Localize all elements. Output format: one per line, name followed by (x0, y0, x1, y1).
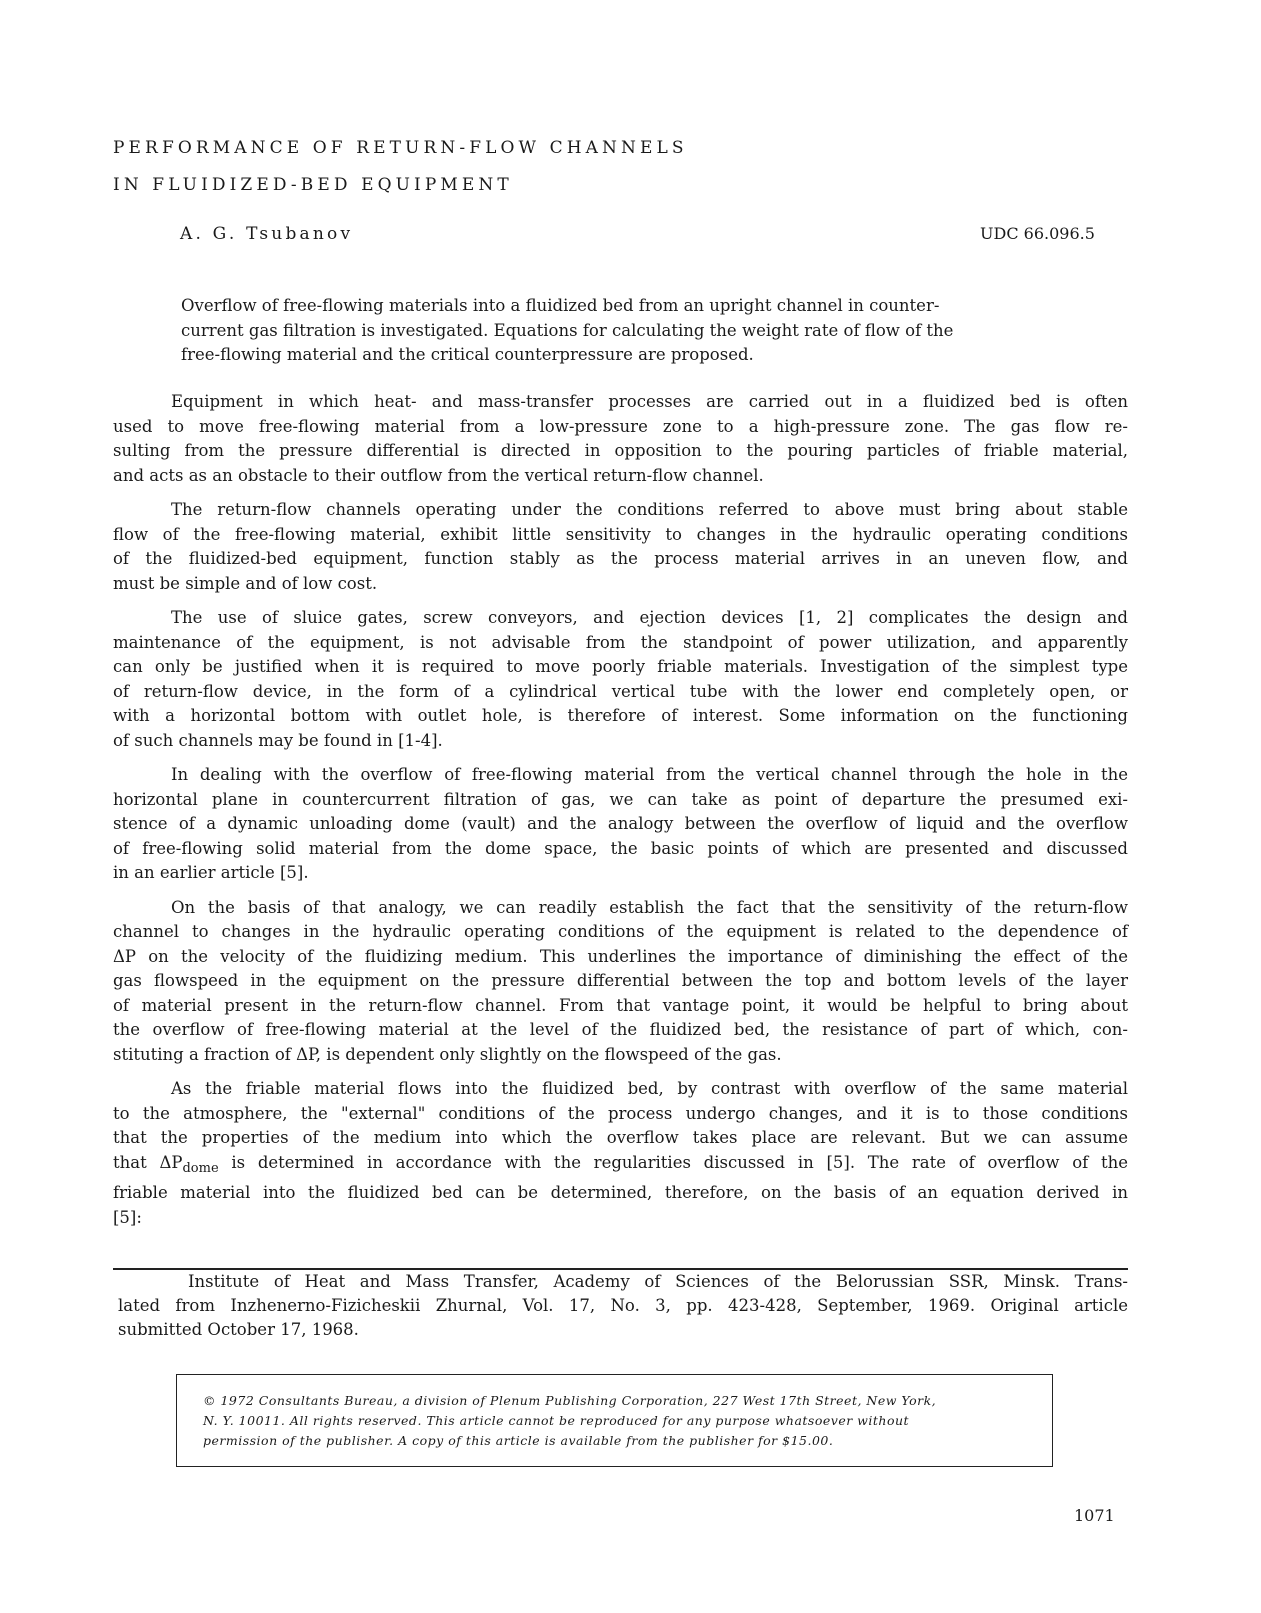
paragraph-5 (113, 896, 1128, 1068)
body-line: of return-flow device, in the form of a cylindrical vertical tube with the lower end completely open, or (113, 681, 1128, 701)
abstract-line: Overflow of free-flowing materials into a fluidized bed from an upright channel in counter- (181, 296, 940, 315)
copyright-box (176, 1374, 1053, 1467)
abstract-line: free-flowing material and the critical counterpressure are proposed. (181, 345, 754, 364)
body-line: that the properties of the medium into which the overflow takes place are relevant. But we can assume (113, 1128, 1128, 1147)
body-line: in an earlier article [5]. (113, 863, 309, 882)
footnote-line: submitted October 17, 1968. (118, 1320, 359, 1339)
copyright-line: © 1972 Consultants Bureau, a division of Plenum Publishing Corporation, 227 West 17th Street, New York, (203, 1393, 937, 1408)
copyright-line: N. Y. 10011. All rights reserved. This article cannot be reproduced for any purpose whatsoever without (203, 1413, 910, 1428)
body-line: maintenance of the equipment, is not advisable from the standpoint of power utilization, and apparently (113, 632, 1128, 652)
body-line: The return-flow channels operating under the conditions referred to above must bring about stable (171, 500, 1128, 519)
body-line: of the fluidized-bed equipment, function stably as the process material arrives in an uneven flow, and (113, 549, 1128, 568)
body-line: with a horizontal bottom with outlet hole, is therefore of interest. Some information on the functioning (113, 706, 1128, 725)
body-line: to the atmosphere, the "external" conditions of the process undergo changes, and it is to those conditions (113, 1103, 1128, 1123)
udc-code: UDC 66.096.5 (980, 224, 1095, 243)
body-line: channel to changes in the hydraulic operating conditions of the equipment is related to the dependence of (113, 922, 1128, 941)
page-number: 1071 (1074, 1506, 1115, 1525)
article-body (113, 390, 1128, 1240)
body-line: As the friable material flows into the fluidized bed, by contrast with overflow of the same material (171, 1079, 1128, 1098)
body-line: The use of sluice gates, screw conveyors, and ejection devices [1, 2] complicates the design and (171, 608, 1128, 627)
body-line-fragment: is determined in accordance with the regularities discussed in [5]. The rate of overflow of the (218, 1152, 1128, 1172)
body-line: horizontal plane in countercurrent filtration of gas, we can take as point of departure the presumed exi- (113, 789, 1128, 809)
delta-p-symbol: that ΔP (113, 1152, 183, 1172)
body-line: friable material into the fluidized bed can be determined, therefore, on the basis of an equation derived in (113, 1183, 1128, 1202)
dome-subscript: dome (182, 1160, 219, 1176)
body-line: used to move free-flowing material from a low-pressure zone to a high-pressure zone. The gas flow re- (113, 416, 1128, 436)
body-line: ΔP on the velocity of the fluidizing medium. This underlines the importance of diminishing the effect of the (113, 946, 1128, 966)
body-line: gas flowspeed in the equipment on the pressure differential between the top and bottom levels of the layer (113, 971, 1128, 990)
body-line: of such channels may be found in [1-4]. (113, 730, 443, 750)
body-line (113, 1151, 1128, 1182)
body-line: In dealing with the overflow of free-flowing material from the vertical channel through the hole in the (171, 765, 1128, 784)
footnote-line: Institute of Heat and Mass Transfer, Academy of Sciences of the Belorussian SSR, Minsk. Trans- (188, 1272, 1128, 1291)
footnote-line: lated from Inzhenerno-Fizicheskii Zhurnal, Vol. 17, No. 3, pp. 423-428, September, 1969. Original article (118, 1296, 1128, 1315)
body-line: Equipment in which heat- and mass-transfer processes are carried out in a fluidized bed is often (171, 392, 1128, 411)
abstract (181, 294, 1061, 368)
article-title-line-1: PERFORMANCE OF RETURN-FLOW CHANNELS (113, 138, 688, 158)
footnote (118, 1270, 1128, 1342)
paragraph-6 (113, 1077, 1128, 1230)
body-line: sulting from the pressure differential is directed in opposition to the pouring particles of friable material, (113, 441, 1128, 460)
author-name: A. G. Tsubanov (180, 224, 354, 244)
copyright-line: permission of the publisher. A copy of this article is available from the publisher for $15.00. (203, 1433, 834, 1448)
body-line: of material present in the return-flow channel. From that vantage point, it would be helpful to bring about (113, 995, 1128, 1015)
body-line: can only be justified when it is required to move poorly friable materials. Investigation of the simplest type (113, 657, 1128, 676)
body-line: must be simple and of low cost. (113, 573, 378, 593)
abstract-line: current gas filtration is investigated. Equations for calculating the weight rate of flow of the (181, 320, 954, 340)
paragraph-4 (113, 763, 1128, 886)
paragraph-3 (113, 606, 1128, 753)
body-line: the overflow of free-flowing material at the level of the fluidized bed, the resistance of part of which, con- (113, 1020, 1128, 1039)
body-line: stituting a fraction of ΔP, is dependent only slightly on the flowspeed of the gas. (113, 1044, 782, 1064)
paragraph-2 (113, 498, 1128, 596)
body-line: and acts as an obstacle to their outflow from the vertical return-flow channel. (113, 465, 764, 485)
body-line: On the basis of that analogy, we can readily establish the fact that the sensitivity of the return-flow (171, 897, 1128, 917)
body-line: stence of a dynamic unloading dome (vault) and the analogy between the overflow of liquid and the overflow (113, 814, 1128, 833)
body-line: of free-flowing solid material from the dome space, the basic points of which are presented and discussed (113, 838, 1128, 858)
article-title-line-2: IN FLUIDIZED-BED EQUIPMENT (113, 175, 513, 195)
body-line: [5]: (113, 1207, 142, 1227)
paragraph-1 (113, 390, 1128, 488)
body-line: flow of the free-flowing material, exhibit little sensitivity to changes in the hydraulic operating conditions (113, 524, 1128, 544)
